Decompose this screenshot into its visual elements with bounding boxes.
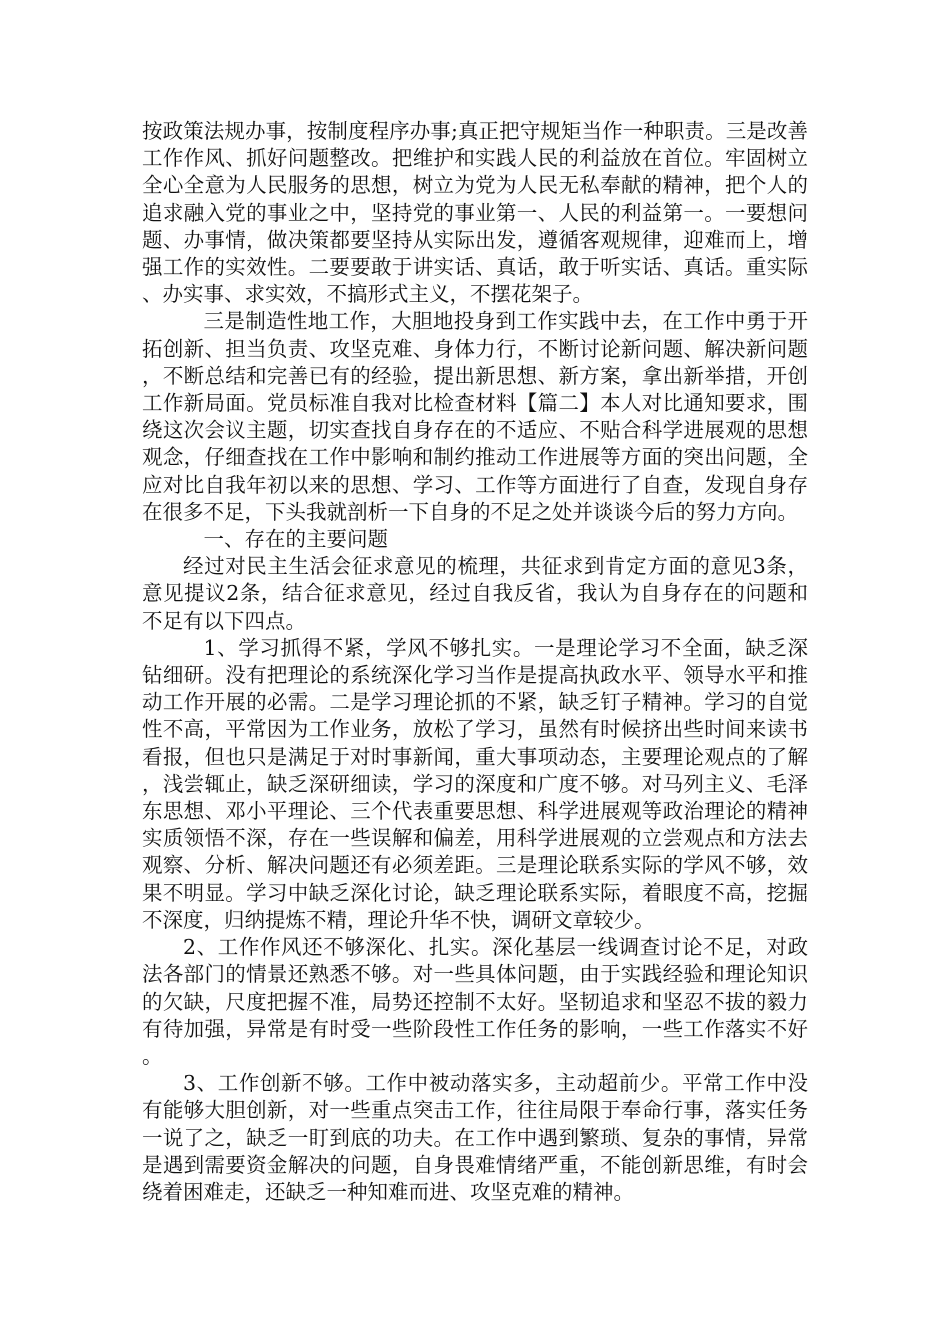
- paragraph-creative-work: 三是制造性地工作，大胆地投身到工作实践中去，在工作中勇于开拓创新、担当负责、攻坚克难、身体力行，不断讨论新问题、解决新问题，不断总结和完善已有的经验，提出新思想、新方案，拿出新举措，开创工作新局面。党员标准自我对比检查材料【篇二】本人对比通知要求，围绕这次会议主题，切实查找自身存在的不适应、不贴合科学进展观的思想观念，仔细查找在工作中影响和制约推动工作进展等方面的突出问题，全应对比自我年初以来的思想、学习、工作等方面进行了自查，发现自身存在很多不足，下头我就剖析一下自身的不足之处并谈谈今后的努力方向。: [142, 309, 808, 524]
- paragraph-opinions-summary: 经过对民主生活会征求意见的梳理，共征求到肯定方面的意见3条，意见提议2条，结合征求意见，经过自我反省，我认为自身存在的问题和不足有以下四点。: [142, 554, 808, 633]
- paragraph-problem-2-work-style: 2、工作作风还不够深化、扎实。深化基层一线调查讨论不足，对政法各部门的情景还熟悉不够。对一些具体问题，由于实践经验和理论知识的欠缺，尺度把握不准，局势还控制不太好。坚韧追求和坚忍不拔的毅力有待加强，异常是有时受一些阶段性工作任务的影响，一些工作落实不好。: [142, 935, 808, 1068]
- document-page: [142, 118, 808, 1206]
- paragraph-problem-3-innovation: 3、工作创新不够。工作中被动落实多，主动超前少。平常工作中没有能够大胆创新，对一些重点突击工作，往往局限于奉命行事，落实任务一说了之，缺乏一盯到底的功夫。在工作中遇到繁琐、复杂的事情，异常是遇到需要资金解决的问题，自身畏难情绪严重，不能创新思维，有时会绕着困难走，还缺乏一种知难而进、攻坚克难的精神。: [142, 1071, 808, 1204]
- paragraph-continuation: 按政策法规办事，按制度程序办事;真正把守规矩当作一种职责。三是改善工作作风、抓好问题整改。把维护和实践人民的利益放在首位。牢固树立全心全意为人民服务的思想，树立为党为人民无私奉献的精神，把个人的追求融入党的事业之中，坚持党的事业第一、人民的利益第一。一要想问题、办事情，做决策都要坚持从实际出发，遵循客观规律，迎难而上，增强工作的实效性。二要要敢于讲实话、真话，敢于听实话、真话。重实际、办实事、求实效，不搞形式主义，不摆花架子。: [142, 119, 808, 307]
- paragraph-problem-1-study: 1、学习抓得不紧，学风不够扎实。一是理论学习不全面，缺乏深钻细研。没有把理论的系统深化学习当作是提高执政水平、领导水平和推动工作开展的必需。二是学习理论抓的不紧，缺乏钉子精神。学习的自觉性不高，平常因为工作业务，放松了学习，虽然有时候挤出些时间来读书看报，但也只是满足于对时事新闻，重大事项动态，主要理论观点的了解，浅尝辄止，缺乏深研细读，学习的深度和广度不够。对马列主义、毛泽东思想、邓小平理论、三个代表重要思想、科学进展观等政治理论的精神实质领悟不深，存在一些误解和偏差，用科学进展观的立尝观点和方法去观察、分析、解决问题还有必须差距。三是理论联系实际的学风不够，效果不明显。学习中缺乏深化讨论，缺乏理论联系实际，着眼度不高，挖掘不深度，归纳提炼不精，理论升华不快，调研文章较少。: [142, 635, 808, 932]
- section-heading-main-problems: 一、存在的主要问题: [203, 527, 388, 552]
